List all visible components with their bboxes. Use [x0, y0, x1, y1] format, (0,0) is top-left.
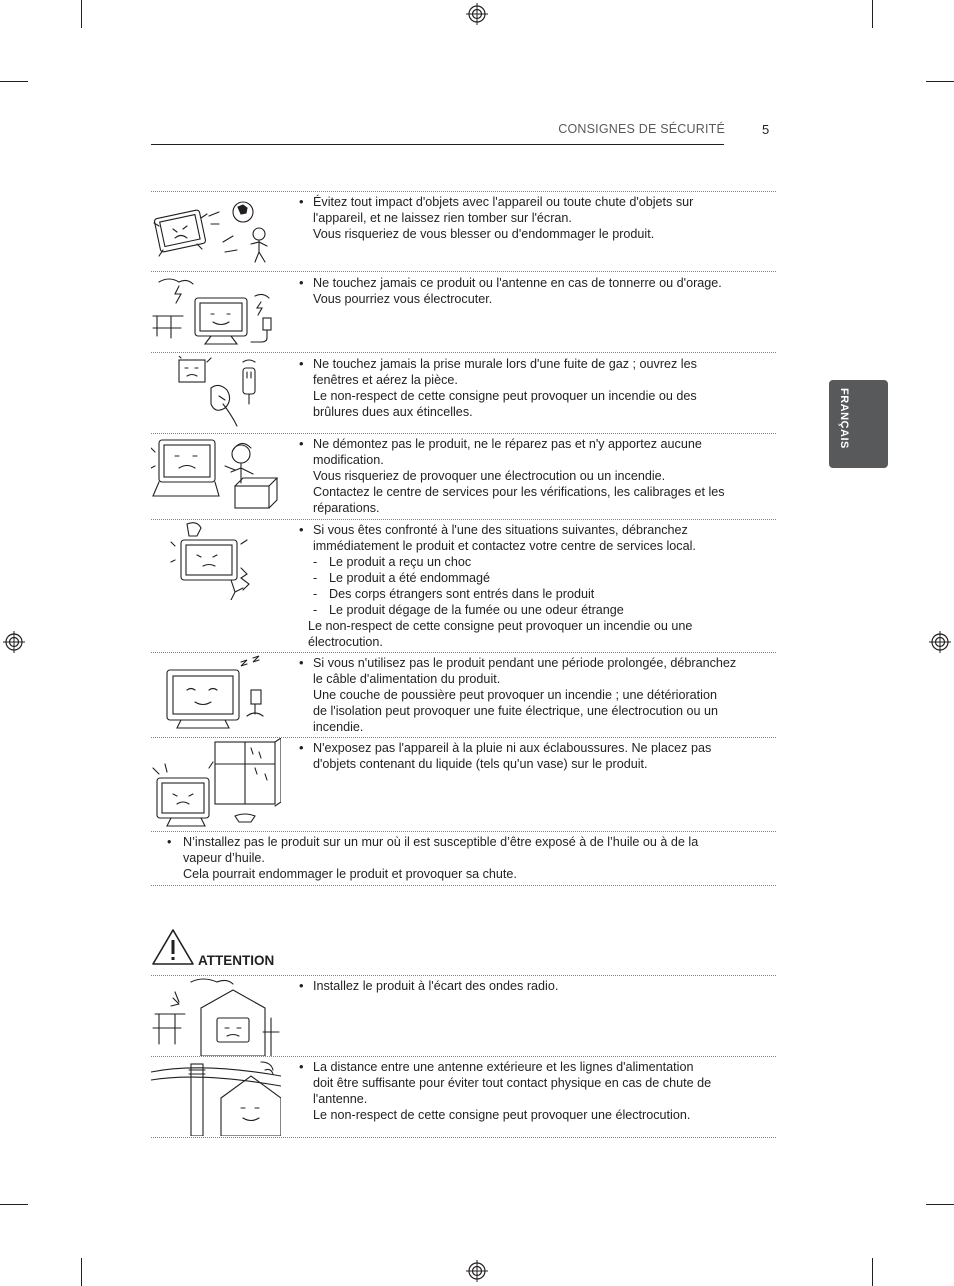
- header-rule: [151, 144, 724, 145]
- safety-item-text: • Si vous êtes confronté à l'une des situations suivantes, débranchez immédiatement le produit et contactez votre centre de services local. - Le produit a reçu un choc - Le produit a été endommagé - Des corps étrangers sont entrés dans le produit - Le produit dégage de la fumée ou une odeur étrange Le non-respect de cette consigne peut provoquer un incendie ou une électrocution.: [297, 522, 762, 650]
- row-divider: [151, 1137, 776, 1138]
- row-divider: [151, 652, 776, 653]
- antenna-power-lines-icon: [151, 1058, 281, 1136]
- row-divider: [151, 191, 776, 192]
- registration-mark-icon: [466, 3, 488, 25]
- language-tab: [829, 380, 888, 468]
- safety-item-text: • N'exposez pas l'appareil à la pluie ni aux éclaboussures. Ne placez pas d'objets contenant du liquide (tels qu'un vase) sur le produit.: [297, 740, 762, 772]
- gas-leak-plug-icon: [151, 356, 281, 432]
- attention-label: ATTENTION: [198, 953, 275, 968]
- language-tab-label: FRANÇAIS: [838, 388, 850, 449]
- crop-mark: [0, 81, 28, 82]
- registration-mark-icon: [3, 631, 25, 653]
- crop-mark: [872, 0, 873, 28]
- tv-sleeping-unplug-icon: [151, 654, 281, 734]
- tv-damaged-smoke-icon: [151, 520, 281, 600]
- safety-item-text: • Si vous n'utilisez pas le produit pendant une période prolongée, débranchez le câble d'alimentation du produit. Une couche de poussière peut provoquer un incendie ; une détérioration de l'isolation peut provoquer une fuite électrique, une électrocution ou un incendie.: [297, 655, 762, 735]
- section-title: CONSIGNES DE SÉCURITÉ: [558, 122, 725, 136]
- tv-hit-by-ball-icon: [151, 196, 281, 268]
- registration-mark-icon: [929, 631, 951, 653]
- warning-triangle-icon: [151, 928, 195, 966]
- safety-item-text: • Installez le produit à l'écart des ondes radio.: [297, 978, 762, 994]
- tv-lightning-storm-icon: [151, 276, 281, 348]
- crop-mark: [0, 1204, 28, 1205]
- row-divider: [151, 271, 776, 272]
- row-divider: [151, 975, 776, 976]
- row-divider: [151, 1056, 776, 1057]
- safety-item-text: • Ne démontez pas le produit, ne le réparez pas et n'y apportez aucune modification. Vous risqueriez de provoquer une électrocution ou un incendie. Contactez le centre de services pour les vérifications, les calibrages et les réparations.: [297, 436, 762, 516]
- row-divider: [151, 433, 776, 434]
- crop-mark: [81, 0, 82, 28]
- house-radio-waves-icon: [151, 978, 281, 1056]
- crop-mark: [81, 1258, 82, 1286]
- crop-mark: [872, 1258, 873, 1286]
- registration-mark-icon: [466, 1260, 488, 1282]
- row-divider: [151, 885, 776, 886]
- crop-mark: [926, 81, 954, 82]
- row-divider: [151, 831, 776, 832]
- crop-mark: [926, 1204, 954, 1205]
- tv-disassembly-icon: [151, 436, 281, 516]
- safety-item-text: • Évitez tout impact d'objets avec l'appareil ou toute chute d'objets sur l'appareil, et ne laissez rien tomber sur l'écran. Vous risqueriez de vous blesser ou d'endommager le produit.: [297, 194, 762, 242]
- page-number: 5: [762, 122, 770, 137]
- safety-item-text: • N’installez pas le produit sur un mur où il est susceptible d’être exposé à de l’huile ou à de la vapeur d’huile. Cela pourrait endommager le produit et provoquer sa chute.: [165, 834, 765, 882]
- safety-item-text: • La distance entre une antenne extérieure et les lignes d'alimentation doit être suffisante pour éviter tout contact physique en cas de chute de l'antenne. Le non-respect de cette consigne peut provoquer une électrocution.: [297, 1059, 762, 1123]
- safety-item-text: • Ne touchez jamais ce produit ou l'antenne en cas de tonnerre ou d'orage. Vous pourriez vous électrocuter.: [297, 275, 762, 307]
- tv-rain-window-icon: [151, 738, 281, 830]
- safety-item-text: • Ne touchez jamais la prise murale lors d'une fuite de gaz ; ouvrez les fenêtres et aérez la pièce. Le non-respect de cette consigne peut provoquer un incendie ou des brûlures dues aux étincelles.: [297, 356, 762, 420]
- row-divider: [151, 352, 776, 353]
